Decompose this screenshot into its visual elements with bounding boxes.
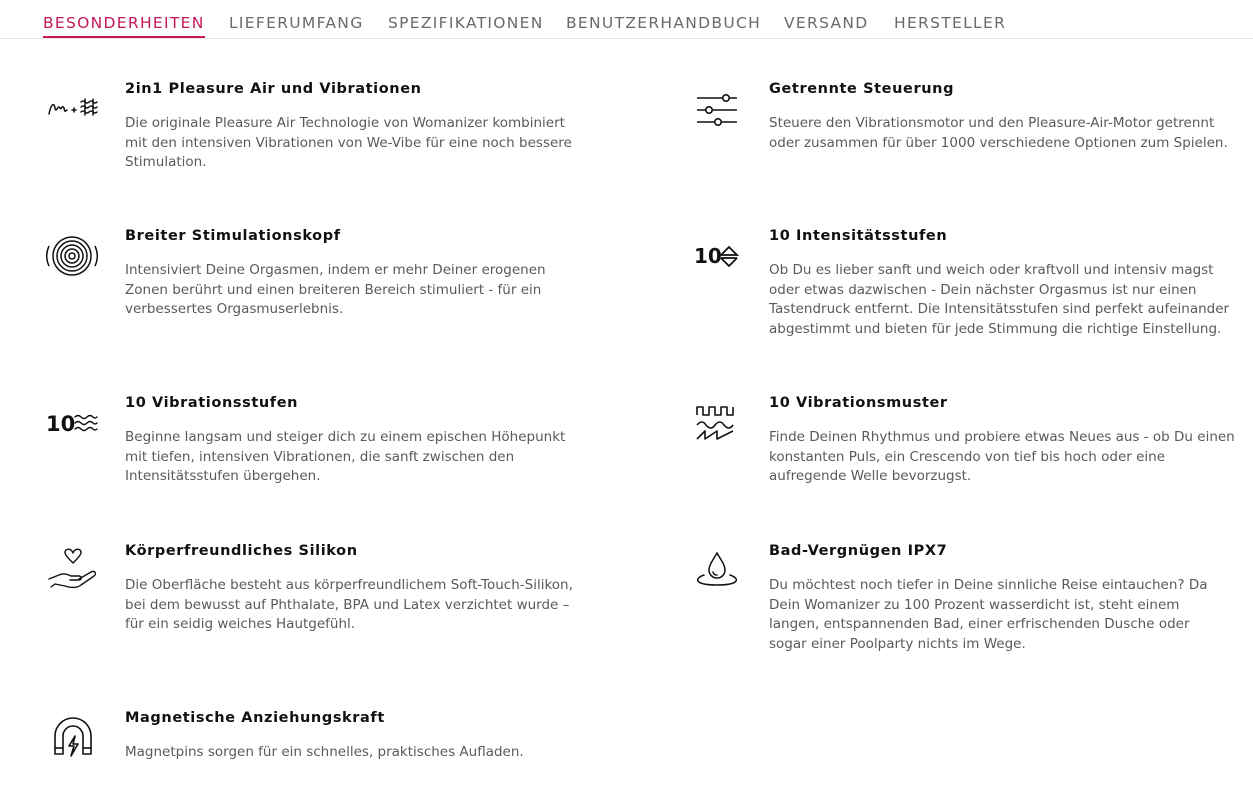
intensity-levels-icon (693, 228, 749, 284)
feature-title: 2in1 Pleasure Air und Vibrationen (125, 81, 422, 97)
tab-spezifikationen[interactable]: SPEZIFIKATIONEN (388, 14, 544, 32)
feature-description: Ob Du es lieber sanft und weich oder kraftvoll und intensiv magst oder etwas dazwischen - Dein nächster Orgasmus ist nur einen Tastendruck entfernt. Die Intensitätsstufen sind perfekt aufeinander abgestimmt und bieten für jede Stimmung die richtige Einstellung. (769, 262, 1230, 337)
tab-versand[interactable]: VERSAND (784, 14, 869, 32)
feature-title: Körperfreundliches Silikon (125, 543, 358, 559)
feature-description: Die originale Pleasure Air Technologie von Womanizer kombiniert mit den intensiven Vibrationen von We-Vibe für eine noch bessere Stimulation. (125, 115, 572, 171)
concentric-circles-icon (44, 228, 100, 284)
feature-description: Beginne langsam und steiger dich zu einem epischen Höhepunkt mit tiefen, intensiven Vibrationen, die sanft zwischen den Intensitätsstufen übergehen. (125, 429, 566, 485)
feature-title: Bad-Vergnügen IPX7 (769, 543, 948, 559)
feature-description: Intensiviert Deine Orgasmen, indem er mehr Deiner erogenen Zonen berührt und einen breiteren Bereich stimuliert - für ein verbessertes Orgasmuserlebnis. (125, 262, 546, 318)
vibration-patterns-icon (689, 395, 745, 451)
feature-description: Steuere den Vibrationsmotor und den Pleasure-Air-Motor getrennt oder zusammen für über 1000 verschiedene Optionen zum Spielen. (769, 115, 1228, 151)
sliders-icon (689, 82, 745, 138)
feature-title: 10 Intensitätsstufen (769, 228, 948, 244)
feature-description: Du möchtest noch tiefer in Deine sinnliche Reise eintauchen? Da Dein Womanizer zu 100 Prozent wasserdicht ist, steht einem langen, entspannenden Bad, einer erfrischenden Dusche oder sogar einer Poolparty nichts im Wege. (769, 577, 1208, 652)
tab-hersteller[interactable]: HERSTELLER (894, 14, 1007, 32)
hand-heart-icon (45, 543, 101, 599)
feature-title: 10 Vibrationsstufen (125, 395, 299, 411)
tab-benutzerhandbuch[interactable]: BENUTZERHANDBUCH (566, 14, 762, 32)
water-drop-icon (689, 543, 745, 599)
feature-description: Die Oberfläche besteht aus körperfreundlichem Soft-Touch-Silikon, bei dem bewusst auf Phthalate, BPA und Latex verzichtet wurde – für ein seidig weiches Hautgefühl. (125, 577, 573, 633)
air-plus-vibration-icon (45, 80, 101, 136)
icon-label: 10 (694, 244, 722, 268)
tab-lieferumfang[interactable]: LIEFERUMFANG (229, 14, 364, 32)
feature-title: Breiter Stimulationskopf (125, 228, 341, 244)
magnet-charging-icon (45, 710, 101, 766)
feature-description: Finde Deinen Rhythmus und probiere etwas Neues aus - ob Du einen konstanten Puls, ein Crescendo von tief bis hoch oder eine aufregende Welle bevorzugst. (769, 429, 1235, 485)
product-tabs (0, 0, 1253, 39)
feature-title: Getrennte Steuerung (769, 81, 955, 97)
feature-title: Magnetische Anziehungskraft (125, 710, 385, 726)
icon-label: 10 (46, 412, 76, 436)
tab-besonderheiten[interactable]: BESONDERHEITEN (43, 14, 205, 32)
vibration-levels-icon (45, 395, 101, 451)
feature-description: Magnetpins sorgen für ein schnelles, praktisches Aufladen. (125, 744, 524, 760)
feature-title: 10 Vibrationsmuster (769, 395, 948, 411)
